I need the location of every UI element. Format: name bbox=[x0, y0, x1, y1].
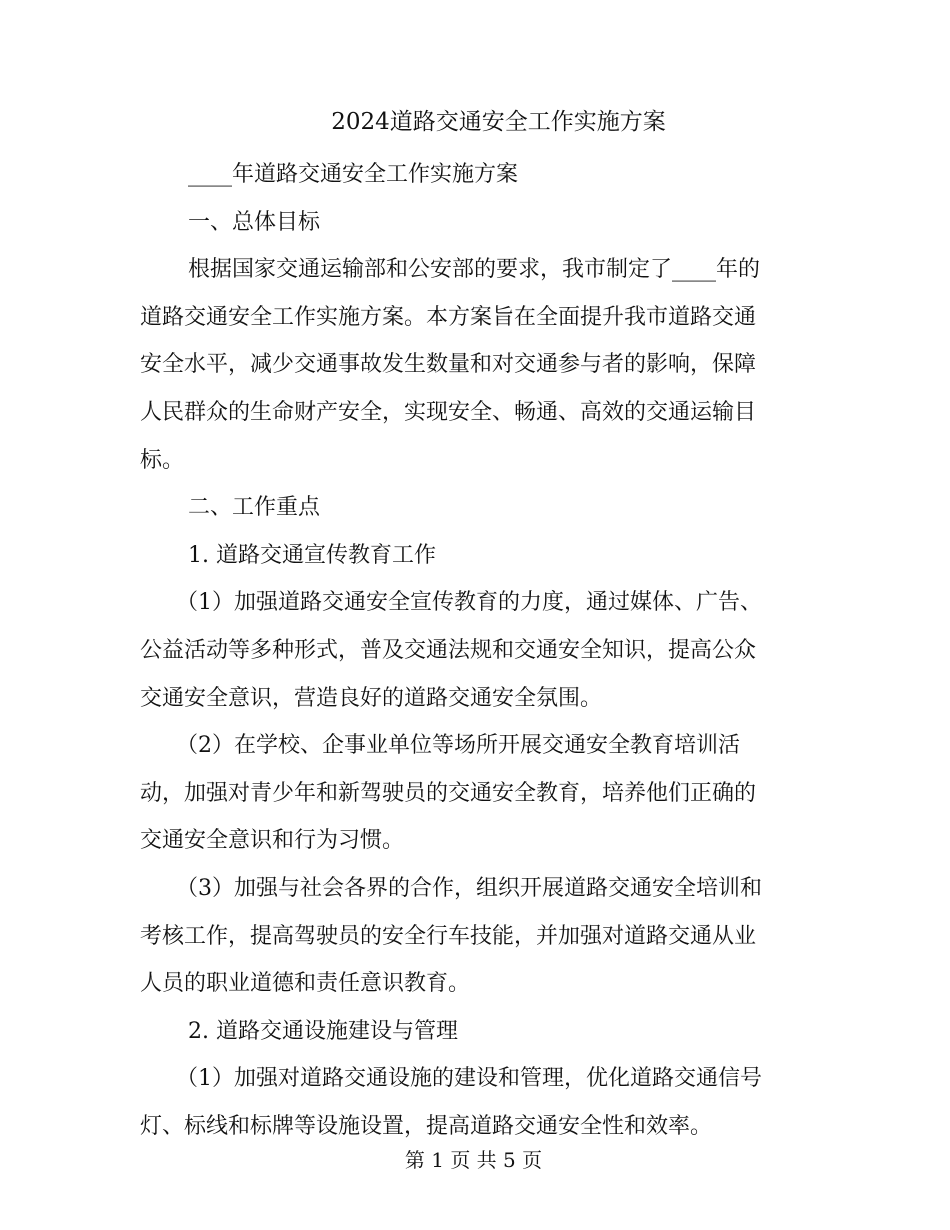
paragraph-line: （2）在学校、企事业单位等场所开展交通安全教育培训活 bbox=[176, 733, 740, 759]
paragraph-line: 标。 bbox=[140, 447, 185, 473]
document-body bbox=[140, 151, 812, 1150]
paragraph-line: 交通安全意识，营造良好的道路交通安全氛围。 bbox=[140, 685, 603, 711]
paragraph-line: 根据国家交通运输部和公安部的要求，我市制定了____年的 bbox=[188, 257, 761, 283]
subsection-heading-2: 2. 道路交通设施建设与管理 bbox=[188, 1018, 458, 1044]
paragraph-line: 交通安全意识和行为习惯。 bbox=[140, 828, 405, 854]
paragraph-line: （1）加强对道路交通设施的建设和管理，优化道路交通信号 bbox=[176, 1066, 762, 1092]
document-title: 2024道路交通安全工作实施方案 bbox=[331, 109, 666, 135]
paragraph-line: 考核工作，提高驾驶员的安全行车技能，并加强对道路交通从业 bbox=[140, 923, 757, 949]
paragraph-line: 安全水平，减少交通事故发生数量和对交通参与者的影响，保障 bbox=[140, 352, 757, 378]
section-heading-2: 二、工作重点 bbox=[188, 495, 321, 521]
paragraph-line: 人民群众的生命财产安全，实现安全、畅通、高效的交通运输目 bbox=[140, 399, 757, 425]
paragraph-line: 灯、标线和标牌等设施设置，提高道路交通安全性和效率。 bbox=[140, 1113, 713, 1139]
paragraph-line: （1）加强道路交通安全宣传教育的力度，通过媒体、广告、 bbox=[176, 590, 762, 616]
paragraph-line: 道路交通安全工作实施方案。本方案旨在全面提升我市道路交通 bbox=[140, 304, 757, 330]
paragraph-line: （3）加强与社会各界的合作，组织开展道路交通安全培训和 bbox=[176, 875, 762, 901]
subtitle-line: ____年道路交通安全工作实施方案 bbox=[188, 162, 519, 187]
paragraph-line: 动，加强对青少年和新驾驶员的交通安全教育，培养他们正确的 bbox=[140, 780, 757, 806]
subsection-heading-1: 1. 道路交通宣传教育工作 bbox=[188, 542, 436, 568]
page-number-footer: 第 1 页 共 5 页 bbox=[404, 1148, 543, 1172]
section-heading-1: 一、总体目标 bbox=[188, 209, 321, 235]
paragraph-line: 人员的职业道德和责任意识教育。 bbox=[140, 971, 471, 997]
paragraph-line: 公益活动等多种形式，普及交通法规和交通安全知识，提高公众 bbox=[140, 637, 757, 663]
